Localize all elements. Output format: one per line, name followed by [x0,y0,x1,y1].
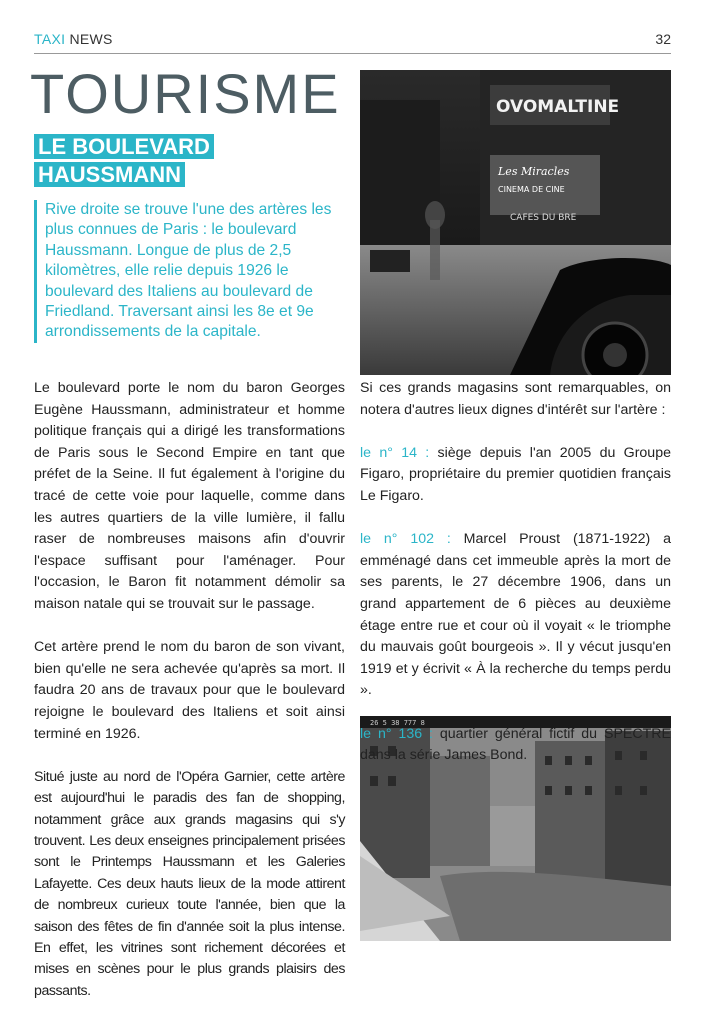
brand-taxi: TAXI [34,31,66,47]
paragraph-1: Le boulevard porte le nom du baron Georges Eugène Haussmann, administrateur et homme politique français qui a dirigé les transformations de Paris sous le Second Empire en tant que préfet de la Seine. Il fut également à l'origine du tracé de cette voie pour laquelle, comme dans les autres quartiers de la ville lumière, il fallu raser de nombreuses maisons afin d'ouvrir l'espace suffisant pour l'aménager. Pour l'occasion, le Baron fit notamment démolir sa maison natale qui se trouvait sur le passage. [34,380,345,612]
list-item-136 [360,724,671,767]
page-title: TOURISME [30,62,341,125]
photo-boulevard-night [360,70,671,375]
sign-ovomaltine: OVOMALTINE [496,97,620,117]
sign-cafes: CAFES DU BRE [510,213,577,223]
paragraph-2: Cet artère prend le nom du baron de son vivant, bien qu'elle ne sera achevée qu'après sa mort. Il faudra 20 ans de travaux pour que le boulevard rejoigne le boulevard des Italiens et soit ainsi terminé en 1926. [34,639,345,742]
right-intro: Si ces grands magasins sont remarquables, on notera d'autres lieux dignes d'intérêt sur l'artère : [360,380,671,418]
article-subtitle [34,133,264,189]
list-item-102 [360,529,671,702]
page-number: 32 [655,31,671,47]
brand-news: NEWS [69,31,113,47]
item-text: Marcel Proust (1871-1922) a emménagé dans cet immeuble après la mort de ses parents, le 27 décembre 1906, dans un grand appartement de 6 pièces au deuxième étage entre rue et cour où il voyait « le triomphe du mauvais goût bourgeois ». Il y vécut jusqu'en 1919 et y écrivit « À la recherche du temps perdu ». [360,531,671,699]
subtitle-text: LE BOULEVARD HAUSSMANN [34,134,214,187]
paragraph-3: Situé juste au nord de l'Opéra Garnier, cette artère est aujourd'hui le paradis des fan de shopping, notamment grâce aux grands magasins qui s'y trouvent. Les deux enseignes principalement prisées sont le Printemps Haussmann et les Galeries Lafayette. Ces deux hauts lieux de la mode attirent de nombreux curieux toute l'année, bien que la saison des fêtes de fin d'année soit la plus intense. En effet, les vitrines sont richement décorées et mises en scènes pour le plus grands plaisirs des passants. [34,768,345,999]
lead-paragraph: Rive droite se trouve l'une des artères les plus connues de Paris : le boulevard Haussmann. Longue de plus de 2,5 kilomètres, elle relie depuis 1926 le boulevard des Italiens au boulevard de Friedland. Traversant ainsi les 8e et 9e arrondissements de la capitale. [34,200,347,343]
sign-les-miracles: Les Miracles [498,165,570,178]
list-item-14 [360,443,671,508]
item-text: quartier général fictif du SPECTRE dans la série James Bond. [360,725,671,764]
header-brand [34,31,113,47]
photo-caption-code: 26 5 38 777 8 [370,719,425,727]
article-right-column [360,378,671,788]
item-label: le n° 102 : [360,531,451,548]
sign-cinema: CINEMA DE CINE [498,185,565,194]
header-divider [34,53,671,54]
item-label: le n° 136 : [360,725,433,742]
item-text: siège depuis l'an 2005 du Groupe Figaro, propriétaire du premier quotidien français Le Figaro. [360,444,671,504]
item-label: le n° 14 : [360,444,430,461]
article-left-column [34,378,345,1024]
